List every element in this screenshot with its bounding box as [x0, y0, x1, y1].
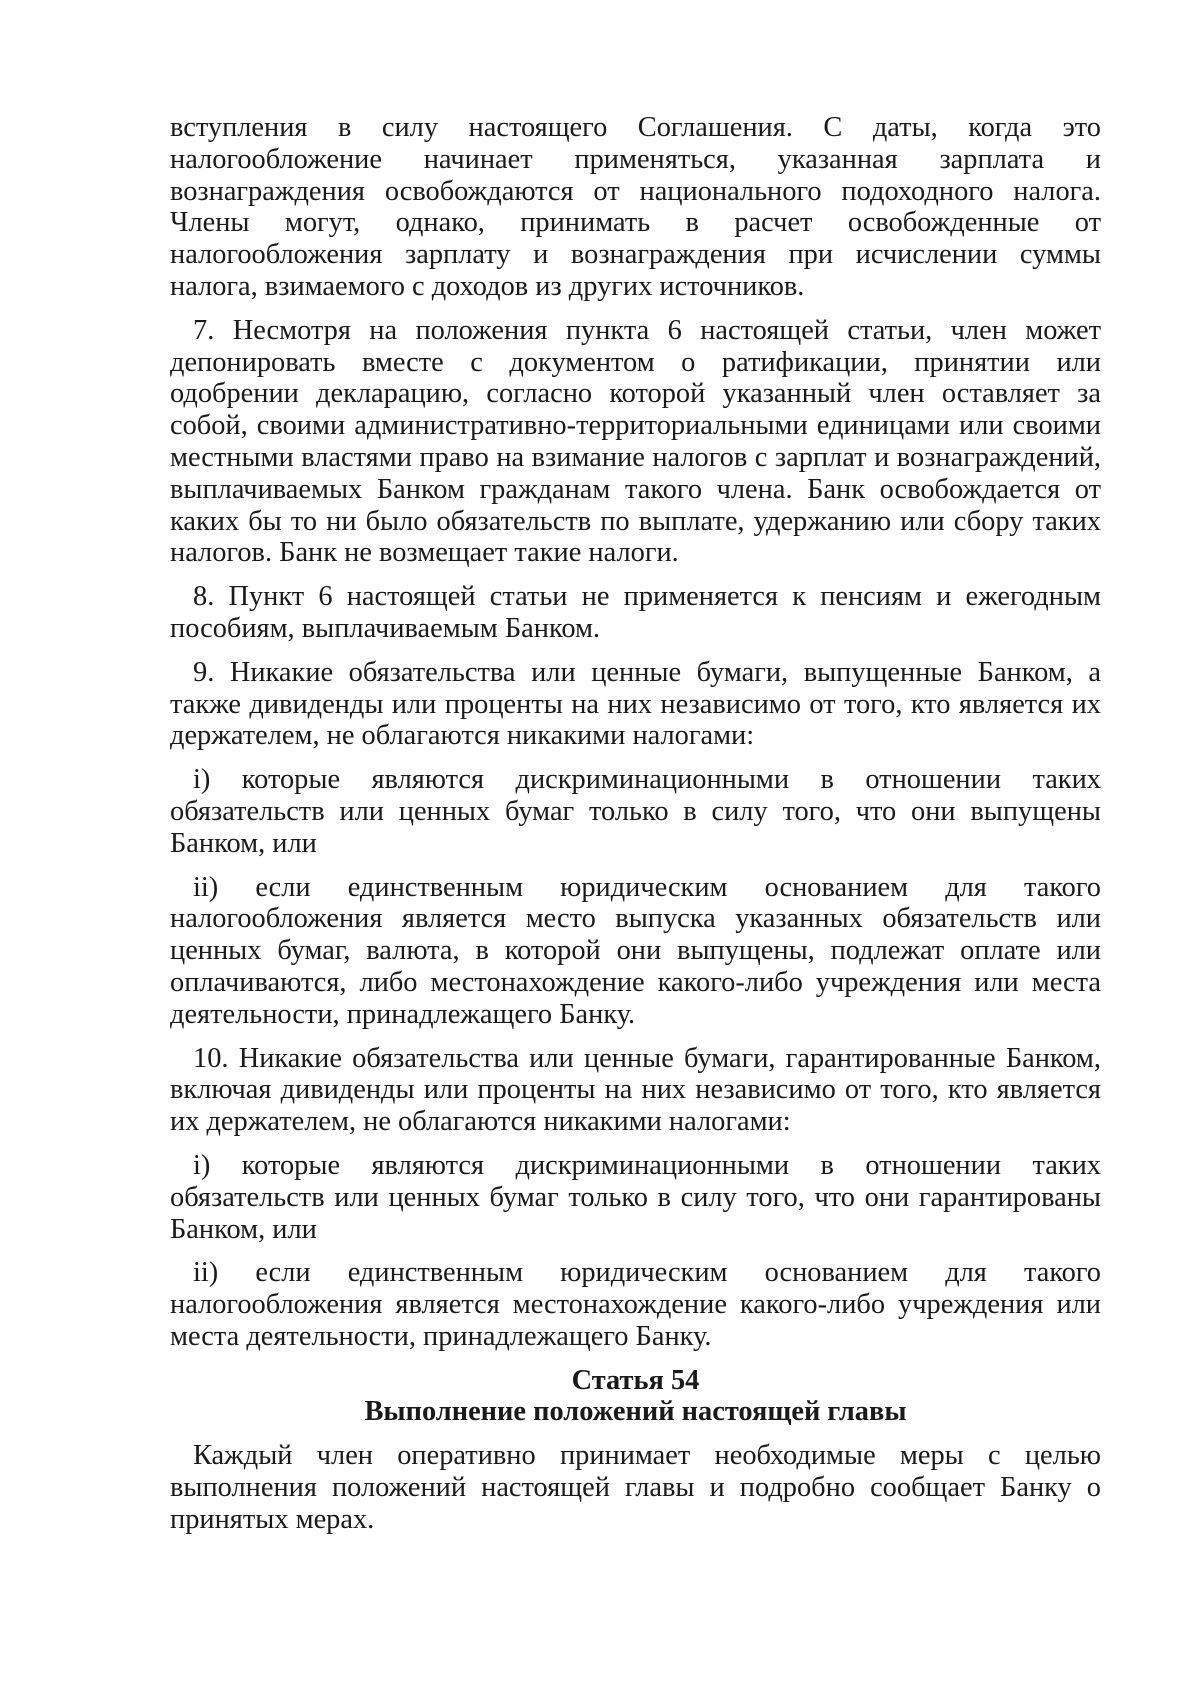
article-title-heading: Выполнение положений настоящей главы	[364, 1396, 907, 1428]
paragraph-9-ii: ii) если единственным юридическим основанием для такого налогообложения является место выпуска указанных обязательств или ценных бумаг, валюта, в которой они выпущены, подлежат оплате или оплачиваются, либо местонахождение какого-либо учреждения или места деятельности, принадлежащего Банку.	[170, 871, 1101, 1030]
paragraph-10-ii: ii) если единственным юридическим основанием для такого налогообложения является местонахождение какого-либо учреждения или места деятельности, принадлежащего Банку.	[170, 1257, 1101, 1352]
paragraph-9-i: i) которые являются дискриминационными в отношении таких обязательств или ценных бумаг только в силу того, что они выпущены Банком, или	[170, 764, 1101, 859]
article-54-text: Каждый член оперативно принимает необходимые меры с целью выполнения положений настоящей главы и подробно сообщает Банку о принятых мерах.	[170, 1440, 1101, 1535]
paragraph-10-i: i) которые являются дискриминационными в отношении таких обязательств или ценных бумаг только в силу того, что они гарантированы Банком, или	[170, 1149, 1101, 1245]
article-number-heading: Статья 54	[571, 1364, 700, 1396]
paragraph-10: 10. Никакие обязательства или ценные бумаги, гарантированные Банком, включая дивиденды или проценты на них независимо от того, кто является их держателем, не облагаются никакими налогами:	[170, 1042, 1101, 1138]
paragraph-9: 9. Никакие обязательства или ценные бумаги, выпущенные Банком, а также дивиденды или проценты на них независимо от того, кто является их держателем, не облагаются никакими налогами:	[170, 656, 1101, 752]
paragraph-8: 8. Пункт 6 настоящей статьи не применяется к пенсиям и ежегодным пособиям, выплачиваемым Банком.	[170, 581, 1101, 644]
document-page	[170, 112, 1101, 1548]
paragraph-continuation: вступления в силу настоящего Соглашения. С даты, когда это налогообложение начинает применяться, указанная зарплата и вознаграждения освобождаются от национального подоходного налога. Члены могут, однако, принимать в расчет освобожденные от налогообложения зарплату и вознаграждения при исчислении суммы налога, взимаемого с доходов из других источников.	[170, 112, 1101, 302]
paragraph-7: 7. Несмотря на положения пункта 6 настоящей статьи, член может депонировать вместе с документом о ратификации, принятии или одобрении декларацию, согласно которой указанный член оставляет за собой, своими административно-территориальными единицами или своими местными властями право на взимание налогов с зарплат и вознаграждений, выплачиваемых Банком гражданам такого члена. Банк освобождается от каких бы то ни было обязательств по выплате, удержанию или сбору таких налогов. Банк не возмещает такие налоги.	[170, 314, 1101, 569]
